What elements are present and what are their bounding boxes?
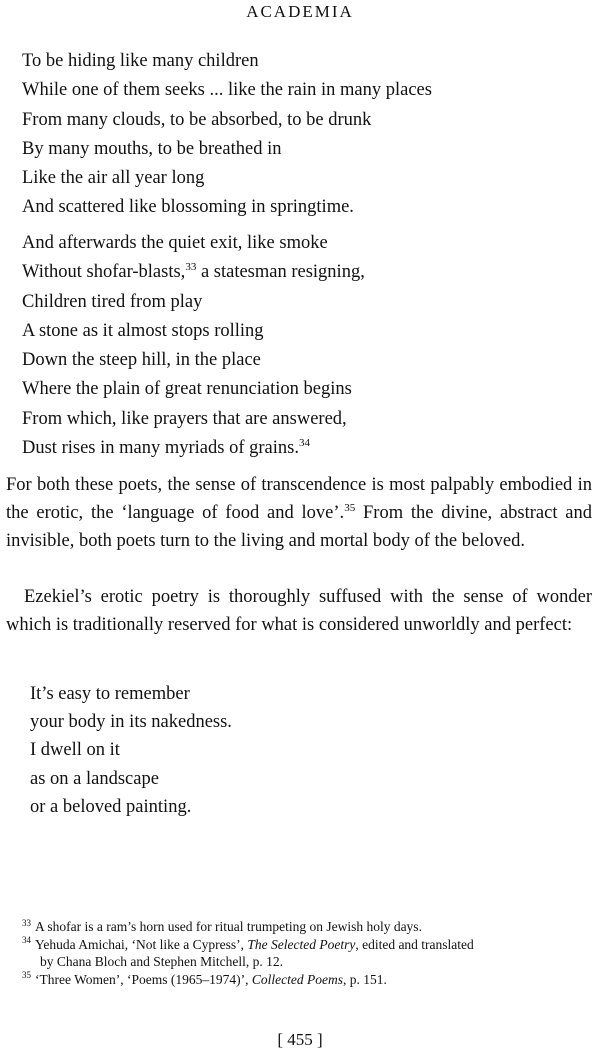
poem-line: It’s easy to remember <box>30 684 190 704</box>
footnote-33 <box>22 918 582 936</box>
poem-stanza-amichai-1 <box>22 47 432 223</box>
poem-stanza-amichai-2 <box>22 229 365 463</box>
footnote-book-title: The Selected Poetry <box>247 936 356 952</box>
poem-line: By many mouths, to be breathed in <box>22 138 282 159</box>
footnote-ref-33[interactable]: 33 <box>185 261 197 274</box>
poem-line <box>22 434 365 463</box>
footnote-number: 35 <box>22 970 31 980</box>
poem-line: While one of them seeks ... like the rain in many places <box>22 80 432 101</box>
poem-stanza-ezekiel <box>30 680 232 821</box>
poem-line: Like the air all year long <box>22 168 205 189</box>
poem-line: From which, like prayers that are answered, <box>22 408 347 429</box>
body-paragraph-2 <box>6 583 592 639</box>
footnote-ref-34[interactable]: 34 <box>298 436 310 449</box>
footnote-text: Yehuda Amichai, ‘Not like a Cypress’, <box>35 936 248 952</box>
poem-line: your body in its nakedness. <box>30 712 232 733</box>
poem-line: as on a landscape <box>30 768 159 789</box>
poem-line: Down the steep hill, in the place <box>22 350 261 371</box>
footnote-text: by Chana Bloch and Stephen Mitchell, p. 12. <box>40 954 283 969</box>
poem-line-text: a statesman resigning, <box>196 262 365 283</box>
poem-line <box>22 258 365 287</box>
body-paragraph-1 <box>6 471 592 555</box>
poem-line: From many clouds, to be absorbed, to be drunk <box>22 109 372 130</box>
poem-line: Children tired from play <box>22 291 203 312</box>
page-number: [ 455 ] <box>277 1030 323 1049</box>
footnote-35 <box>22 971 582 989</box>
footnote-number: 33 <box>22 917 31 928</box>
poem-line: And scattered like blossoming in springtime. <box>22 197 354 218</box>
footnotes <box>22 918 582 988</box>
poem-line: To be hiding like many children <box>22 51 259 71</box>
footnote-text: , edited and translated <box>355 936 474 952</box>
running-head: ACADEMIA <box>246 2 354 21</box>
poem-line: Where the plain of great renunciation begins <box>22 379 352 400</box>
footnote-text: ‘Three Women’, ‘Poems (1965–1974)’, <box>35 971 252 987</box>
footnote-ref-35[interactable]: 35 <box>344 501 356 514</box>
poem-line: And afterwards the quiet exit, like smoke <box>22 233 328 253</box>
paragraph-text: Ezekiel’s erotic poetry is thoroughly suffused with the sense of wonder which is traditionally reserved for what is considered unworldly and perfect: <box>6 587 592 635</box>
poem-line-text: Dust rises in many myriads of grains. <box>22 438 299 459</box>
footnote-number: 34 <box>22 935 31 945</box>
poem-line-text: Without shofar-blasts, <box>22 262 186 283</box>
poem-line: I dwell on it <box>30 740 120 761</box>
footnote-text: , p. 151. <box>342 971 387 987</box>
paragraph-text: From the divine, abstract and invisible, both poets turn to the living and mortal body of the beloved. <box>6 503 593 551</box>
poem-line: or a beloved painting. <box>30 796 192 817</box>
footnote-book-title: Collected Poems <box>251 971 343 987</box>
footnote-34 <box>22 936 582 971</box>
poem-line: A stone as it almost stops rolling <box>22 320 264 341</box>
paragraph-text: For both these poets, the sense of transcendence is most palpably embodied in the erotic, the ‘language of food and love’. <box>6 475 592 523</box>
footnote-text: A shofar is a ram’s horn used for ritual trumpeting on Jewish holy days. <box>35 919 422 934</box>
